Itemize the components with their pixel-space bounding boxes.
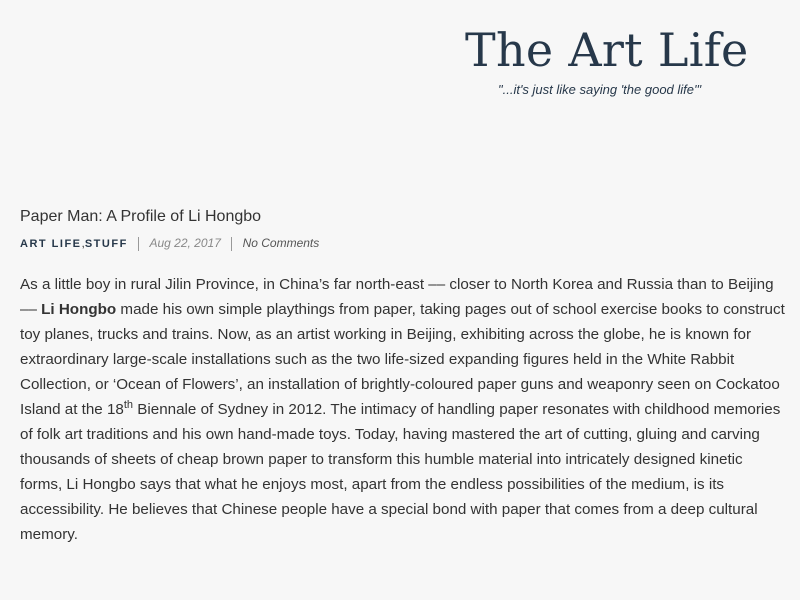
post-title[interactable]: Paper Man: A Profile of Li Hongbo	[20, 208, 262, 225]
body-text-part1: As a little boy in rural Jilin Province, in China’s far north-east –– closer to North Korea and Russia than to Beijing ––	[20, 276, 774, 318]
site-title-link[interactable]: The Art Life	[465, 23, 749, 77]
post-meta	[20, 235, 785, 252]
ordinal-superscript: th	[123, 398, 134, 411]
meta-divider	[138, 237, 139, 251]
comments-link[interactable]: No Comments	[242, 236, 320, 250]
category-separator: ,	[81, 236, 85, 250]
body-text-part2: made his own simple playthings from paper, taking pages out of school exercise books to construct toy planes, trucks and trains. Now, as an artist working in Beijing, exhibiting across the globe, he is known for extraordinary large-scale installations such as the two life-sized expanding figures held in the White Rabbit Collection, or ‘Ocean of Flowers’, an installation of brightly-coloured paper guns and weaponry seen on Cockatoo Island at the 18	[20, 301, 785, 418]
post-date: Aug 22, 2017	[149, 236, 221, 250]
category-link-art-life[interactable]: ART LIFE	[20, 238, 82, 250]
site-tagline: "...it's just like saying 'the good life'"	[498, 82, 702, 97]
post-article	[20, 205, 785, 547]
artist-name: Li Hongbo	[41, 301, 117, 318]
post-body	[20, 272, 785, 547]
category-link-stuff[interactable]: STUFF	[84, 238, 128, 250]
body-text-part3: Biennale of Sydney in 2012. The intimacy of handling paper resonates with childhood memories of folk art traditions and his own hand-made toys. Today, having mastered the art of cutting, gluing and carving thousands of sheets of cheap brown paper to transform this humble material into intricately designed kinetic forms, Li Hongbo says that what he enjoys most, apart from the endless possibilities of the medium, is its accessibility. He believes that Chinese people have a special bond with paper that comes from a deep cultural memory.	[20, 401, 781, 543]
meta-divider	[231, 237, 232, 251]
body-paragraph	[20, 272, 785, 547]
site-header	[0, 0, 800, 120]
